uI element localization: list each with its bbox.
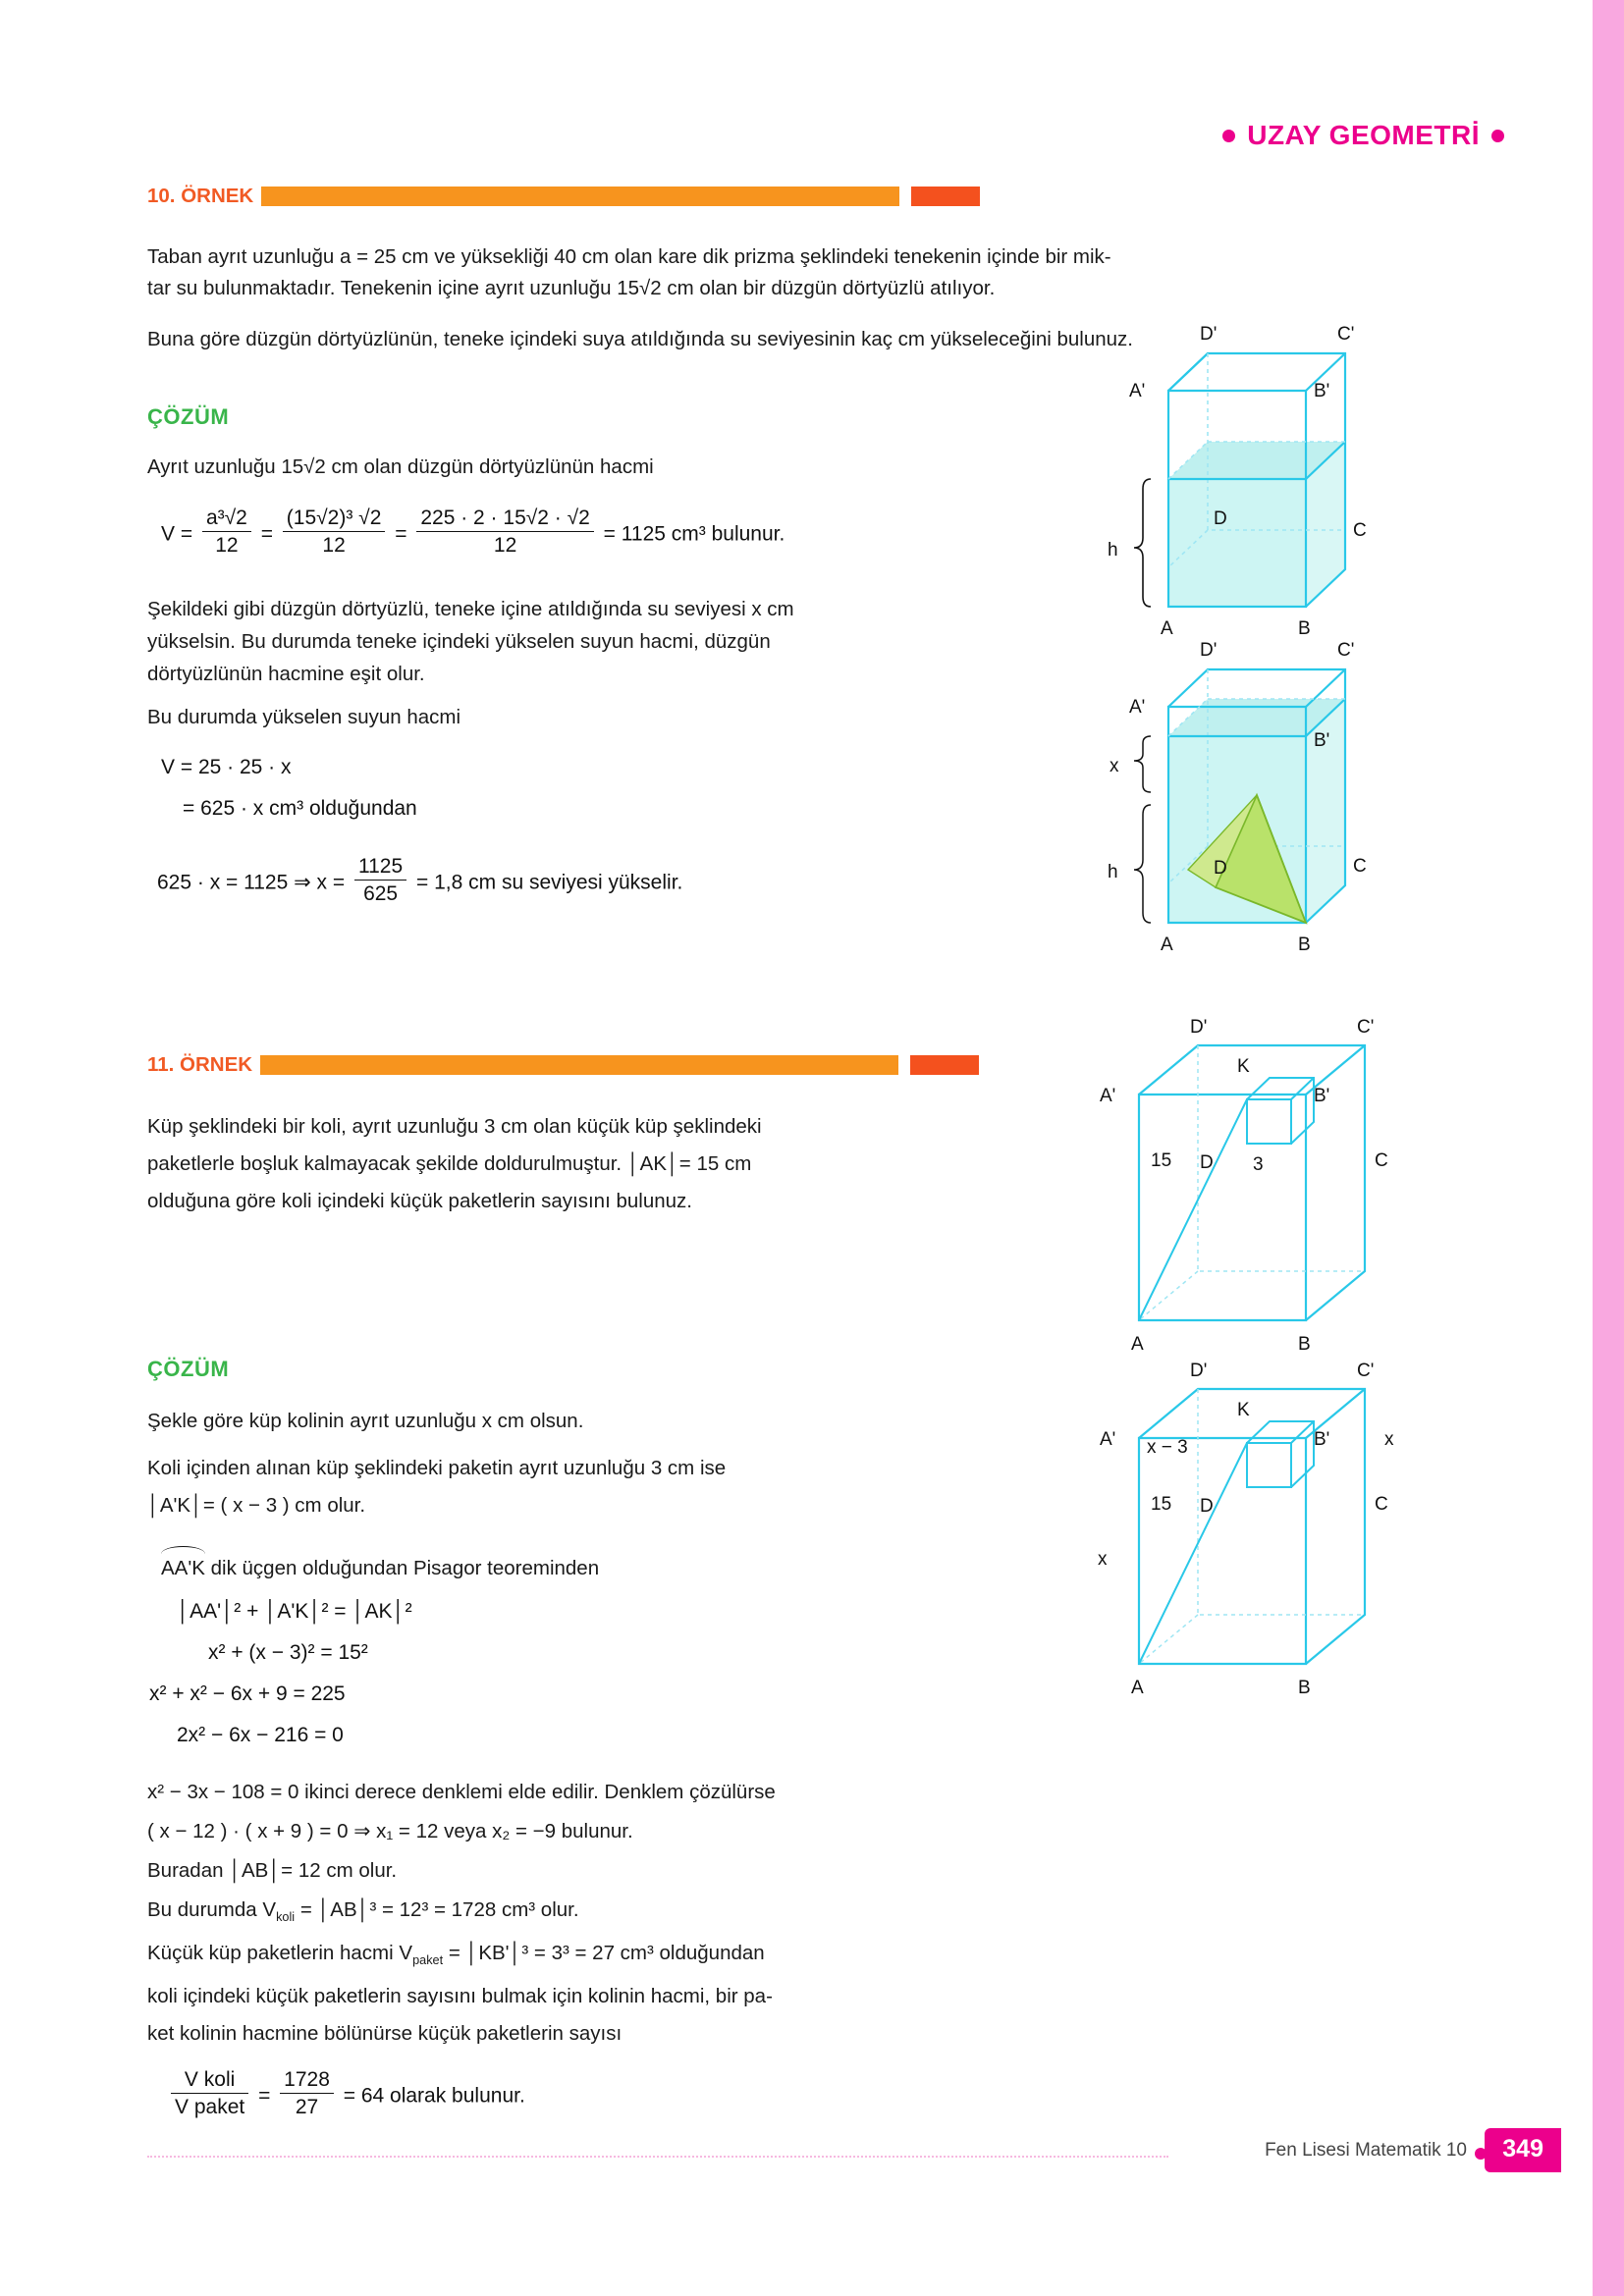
volume-frac-3-den: 12 <box>493 534 517 558</box>
bullet-dot-icon <box>1222 130 1235 142</box>
figure2-label-x: x <box>1110 756 1119 776</box>
solution-11-eq2: x² + (x − 3)² = 15² <box>208 1641 368 1664</box>
volume-frac-3-num: 225 · 2 · 15√2 · √2 <box>416 506 593 532</box>
solution-10-eq3-frac-den: 625 <box>363 882 399 906</box>
volume-frac-1-num: a³√2 <box>202 506 251 532</box>
volume-formula <box>161 506 785 560</box>
solution-11-eq4: 2x² − 6x − 216 = 0 <box>177 1724 344 1746</box>
example-10-statement-line2: tar su bulunmaktadır. Tenekenin içine ayrıt uzunluğu 15√2 cm olan bir düzgün dörtyüzlü atılıyor. <box>147 277 996 299</box>
solution-10-eq3 <box>157 854 682 908</box>
figure4-label-x-minus-3: x − 3 <box>1147 1437 1188 1458</box>
figure1-label-Dp: D' <box>1200 324 1218 345</box>
figure1-label-Bp: B' <box>1314 381 1330 401</box>
example-10-statement-line1: Taban ayrıt uzunluğu a = 25 cm ve yüksekliği 40 cm olan kare dik prizma şeklindeki tenekenin içinde bir mik- <box>147 245 1111 268</box>
solution-10-eq3-right: = 1,8 cm su seviyesi yükselir. <box>416 871 683 894</box>
figure4-label-C: C <box>1375 1494 1388 1515</box>
figure2-label-Cp: C' <box>1337 640 1355 661</box>
final-result: = 64 olarak bulunur. <box>343 2084 525 2108</box>
example-10-statement-line3: Buna göre düzgün dörtyüzlünün, teneke içindeki suya atıldığında su seviyesinin kaç cm yükseleceğini bulunuz. <box>147 328 1133 350</box>
volume-frac-2-den: 12 <box>322 534 346 558</box>
solution-11-line11: ket kolinin hacmine bölünürse küçük paketlerin sayısı <box>147 2022 623 2045</box>
page-number-badge: 349 <box>1485 2128 1561 2172</box>
figure4-label-K: K <box>1237 1400 1250 1420</box>
figure4-label-Dp: D' <box>1190 1361 1208 1381</box>
figure3-label-Ap: A' <box>1100 1086 1116 1106</box>
example-11-statement-line1: Küp şeklindeki bir koli, ayrıt uzunluğu 3 cm olan küçük küp şeklindeki <box>147 1115 762 1138</box>
volume-formula-lhs: V = <box>161 522 193 546</box>
figure4-label-x-left: x <box>1098 1549 1108 1570</box>
figure2-label-Dp: D' <box>1200 640 1218 661</box>
footer-divider <box>147 2156 1168 2158</box>
figure1-label-h: h <box>1108 540 1118 561</box>
solution-11-line7: Buradan │AB│= 12 cm olur. <box>147 1859 398 1882</box>
final-equals: = <box>258 2084 271 2108</box>
header-bar-short <box>910 1055 979 1075</box>
solution-10-line3: yükselsin. Bu durumda teneke içindeki yükselen suyun hacmi, düzgün <box>147 630 771 653</box>
figure3-label-15: 15 <box>1151 1150 1172 1171</box>
figure3-label-A: A <box>1131 1334 1144 1355</box>
solution-11-line8 <box>147 1895 579 1926</box>
solution-11-label: ÇÖZÜM <box>147 1357 230 1381</box>
figure1-label-A: A <box>1161 618 1173 639</box>
header-bar-short <box>911 187 980 206</box>
example-10-header <box>147 185 980 208</box>
solution-11-line9-sub: paket <box>412 1952 444 1968</box>
solution-11-line8-a: Bu durumda V <box>147 1898 277 1921</box>
solution-10-eq3-left: 625 · x = 1125 ⇒ x = <box>157 871 346 894</box>
example-11-header <box>147 1053 979 1077</box>
figure4-label-15: 15 <box>1151 1494 1172 1515</box>
figure3-label-3: 3 <box>1253 1154 1264 1175</box>
figure2-label-A: A <box>1161 934 1173 955</box>
figure1-label-Ap: A' <box>1129 381 1146 401</box>
figure4-label-Cp: C' <box>1357 1361 1375 1381</box>
solution-10-eq3-frac <box>354 854 406 908</box>
figure4-label-A: A <box>1131 1678 1144 1698</box>
figure2-label-Ap: A' <box>1129 697 1146 718</box>
chapter-title <box>1222 120 1504 151</box>
figure4-label-D: D <box>1200 1496 1214 1517</box>
solution-11-line3: │A'K│= ( x − 3 ) cm olur. <box>147 1494 366 1517</box>
figure3-label-Bp: B' <box>1314 1086 1330 1106</box>
solution-11-line5: x² − 3x − 108 = 0 ikinci derece denklemi elde edilir. Denklem çözülürse <box>147 1781 776 1803</box>
solution-10-line2: Şekildeki gibi düzgün dörtyüzlü, teneke içine atıldığında su seviyesi x cm <box>147 598 794 620</box>
example-11-label: 11. ÖRNEK <box>147 1053 253 1076</box>
figure3-label-B: B <box>1298 1334 1311 1355</box>
solution-11-line10: koli içindeki küçük paketlerin sayısını bulmak için kolinin hacmi, bir pa- <box>147 1985 773 2007</box>
solution-11-line9-a: Küçük küp paketlerin hacmi V <box>147 1942 413 1964</box>
solution-11-line4 <box>161 1553 599 1583</box>
solution-11-eq3: x² + x² − 6x + 9 = 225 <box>149 1682 346 1705</box>
figure1-label-D: D <box>1214 508 1227 529</box>
final-num: 1728 <box>280 2067 334 2094</box>
volume-frac-1 <box>202 506 251 560</box>
figure2-label-D: D <box>1214 858 1227 879</box>
solution-11-line9-b: = │KB'│³ = 3³ = 27 cm³ olduğundan <box>443 1942 765 1964</box>
solution-10-eq2: = 625 · x cm³ olduğundan <box>183 797 417 820</box>
page-edge-strip <box>1593 0 1624 2296</box>
solution-10-eq3-frac-num: 1125 <box>354 854 406 881</box>
volume-frac-2 <box>283 506 386 560</box>
figure3-label-D: D <box>1200 1152 1214 1173</box>
final-frac-num: V koli <box>171 2067 248 2094</box>
header-bar-long <box>261 187 899 206</box>
solution-11-line2: Koli içinden alınan küp şeklindeki paketin ayrıt uzunluğu 3 cm ise <box>147 1457 727 1479</box>
figure-cube-package-1 <box>1090 1017 1463 1355</box>
solution-10-eq1: V = 25 · 25 · x <box>161 756 292 778</box>
figure4-label-B: B <box>1298 1678 1311 1698</box>
figure3-label-Dp: D' <box>1190 1017 1208 1038</box>
figure2-label-B: B <box>1298 934 1311 955</box>
figure3-label-Cp: C' <box>1357 1017 1375 1038</box>
figure3-label-C: C <box>1375 1150 1388 1171</box>
equals-1: = <box>260 522 273 546</box>
solution-11-eq1: │AA'│² + │A'K│² = │AK│² <box>177 1600 412 1623</box>
example-10-label: 10. ÖRNEK <box>147 185 254 207</box>
volume-frac-1-den: 12 <box>215 534 239 558</box>
figure1-label-B: B <box>1298 618 1311 639</box>
example-11-statement-line3: olduğuna göre koli içindeki küçük paketlerin sayısını bulunuz. <box>147 1190 692 1212</box>
figure2-label-h: h <box>1108 862 1118 882</box>
figure2-label-C: C <box>1353 856 1367 877</box>
footer-book-title: Fen Lisesi Matematik 10 <box>1265 2140 1467 2161</box>
solution-11-line8-sub: koli <box>276 1909 296 1925</box>
figure-prism-tetrahedron <box>1108 640 1463 1011</box>
solution-11-angle-arc: AA'K <box>161 1553 205 1583</box>
solution-11-line6: ( x − 12 ) · ( x + 9 ) = 0 ⇒ x₁ = 12 veya x₂ = −9 bulunur. <box>147 1820 633 1842</box>
solution-10-line4: dörtyüzlünün hacmine eşit olur. <box>147 663 425 685</box>
figure1-label-C: C <box>1353 520 1367 541</box>
solution-10-line5: Bu durumda yükselen suyun hacmi <box>147 706 461 728</box>
solution-11-line9 <box>147 1938 765 1969</box>
final-den: 27 <box>295 2096 319 2119</box>
figure-prism-water <box>1108 324 1463 695</box>
figure1-label-Cp: C' <box>1337 324 1355 345</box>
final-frac-volumes <box>171 2067 248 2121</box>
figure2-label-Bp: B' <box>1314 730 1330 751</box>
volume-formula-result: = 1125 cm³ bulunur. <box>603 522 785 546</box>
solution-10-label: ÇÖZÜM <box>147 404 230 429</box>
solution-11-final-equation <box>167 2067 525 2121</box>
final-frac-den: V paket <box>175 2096 245 2119</box>
final-frac-numbers <box>280 2067 334 2121</box>
volume-frac-3 <box>416 506 593 560</box>
solution-11-line8-b: = │AB│³ = 12³ = 1728 cm³ olur. <box>295 1898 579 1921</box>
chapter-title-text: UZAY GEOMETRİ <box>1247 120 1480 150</box>
header-bar-long <box>260 1055 898 1075</box>
figure-cube-package-2 <box>1090 1361 1463 1698</box>
equals-2: = <box>395 522 407 546</box>
solution-11-line1: Şekle göre küp kolinin ayrıt uzunluğu x cm olsun. <box>147 1410 584 1432</box>
figure3-label-K: K <box>1237 1056 1250 1077</box>
volume-frac-2-num: (15√2)³ √2 <box>283 506 386 532</box>
solution-11-line4-rest: dik üçgen olduğundan Pisagor teoreminden <box>204 1557 600 1579</box>
example-11-statement-line2: paketlerle boşluk kalmayacak şekilde doldurulmuştur. │AK│= 15 cm <box>147 1152 752 1175</box>
figure4-label-Bp: B' <box>1314 1429 1330 1450</box>
bullet-dot-icon <box>1491 130 1504 142</box>
figure4-label-x-right: x <box>1384 1429 1394 1450</box>
solution-10-line1: Ayrıt uzunluğu 15√2 cm olan düzgün dörtyüzlünün hacmi <box>147 455 654 478</box>
figure4-label-Ap: A' <box>1100 1429 1116 1450</box>
